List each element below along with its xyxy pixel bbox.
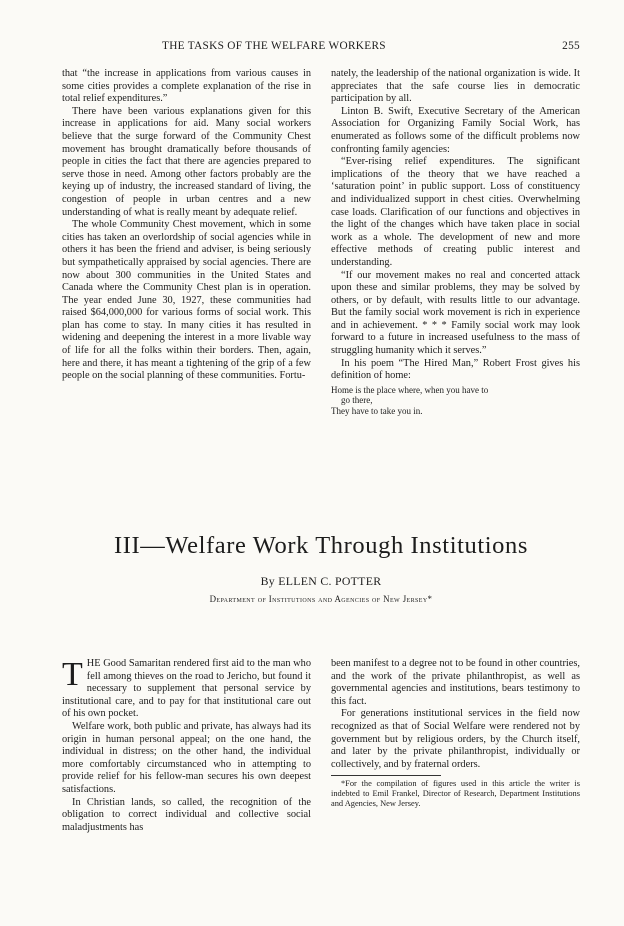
paragraph: For generations institutional services in the field now recognized as that of Social Welfare were rendered not by government but by religious orders, by the Church itself, and later by the private philanthropist, individually or collectively, and by fraternal orders. xyxy=(331,708,580,770)
poem-line: They have to take you in. xyxy=(331,406,423,417)
poem-line: Home is the place where, when you have to xyxy=(331,384,489,395)
page-number: 255 xyxy=(562,40,580,52)
paragraph: that “the increase in applications from various causes in some cities provides a complete explanation of the rise in total relief expenditures.” xyxy=(62,68,311,105)
opening-paragraph xyxy=(62,658,311,721)
article-title: III—Welfare Work Through Institutions xyxy=(113,532,529,559)
article-byline: By ELLEN C. POTTER xyxy=(260,574,382,588)
paragraph: “If our movement makes no real and concerted attack upon these and similar problems, they may be solved by others, or by default, with results little to our advantage. But the family social work movement is rich in experience and in achievement. * * * Family social work may look forward to a future in increased usefulness to the mass of struggling humanity which it serves.” xyxy=(331,269,580,357)
upper-left-column xyxy=(62,68,311,383)
paragraph: been manifest to a degree not to be found in other countries, and the work of the private philanthropist, as well as governmental agencies and institutions, bears testimony to this fact. xyxy=(331,658,580,707)
page-header xyxy=(62,40,580,58)
paragraph: “Ever-rising relief expenditures. The significant implications of the theory that we have reached a ‘saturation point’ in public support. Loss of constituency and individualized support in chest cities. Overwhelming case loads. Clarification of our functions and objectives in the light of the changes which have taken place in social work as a whole. The development of new and more effective methods of creating public interest and understanding. xyxy=(331,156,580,268)
running-title: THE TASKS OF THE WELFARE WORKERS xyxy=(162,40,386,52)
lower-right-column xyxy=(331,658,580,809)
upper-right-column xyxy=(331,68,580,417)
paragraph: In his poem “The Hired Man,” Robert Frost gives his definition of home: xyxy=(331,357,580,382)
paragraph: Welfare work, both public and private, has always had its origin in human personal appeal; on the one hand, the individual in distress; on the other hand, the individual more comfortably circumstanced who in attempting to provide relief for his fellow-man secures his own deepest satisfactions. xyxy=(62,720,311,795)
footnote: *For the compilation of figures used in this article the writer is indebted to Emil Frankel, Director of Research, Department Institutions and Agencies, New Jersey. xyxy=(331,779,580,808)
author-department: Department of Institutions and Agencies of New Jersey* xyxy=(209,594,433,604)
opening-text: HE Good Samaritan rendered first aid to the man who fell among thieves on the road to Jericho, but found it necessary to supplement that personal service by institutional care, and to pay for that institutional care out of his own pocket. xyxy=(62,658,311,720)
paragraph: The whole Community Chest movement, which in some cities has taken an overlordship of social agencies while in others it has been the friend and adviser, is being seriously but sympathetically appraised by social agencies. There are now about 300 communities in the United States and Canada where the Community Chest plan is in operation. The year ended June 30, 1927, these communities had raised $64,000,000 for various forms of social work. This plan has come to stay. In many cities it has resulted in widening and deepening the interest in a more livable way of life for all the folks within their borders. Then, again, here and there, it has meant a tightening of the grip of a few people on the social planning of these communities. Fortu- xyxy=(62,219,311,382)
poem-line: go there, xyxy=(341,395,373,406)
drop-cap: T xyxy=(62,656,83,693)
paragraph: In Christian lands, so called, the recognition of the obligation to correct individual and collective social maladjustments has xyxy=(62,796,311,833)
paragraph: nately, the leadership of the national organization is wide. It appreciates that the safe course lies in democratic participation by all. xyxy=(331,68,580,105)
paragraph: Linton B. Swift, Executive Secretary of the American Association for Organizing Family Social Work, has enumerated as follows some of the difficult problems now confronting family agencies: xyxy=(331,105,580,155)
footnote-divider xyxy=(331,775,441,776)
paragraph: There have been various explanations given for this increase in applications for aid. Many social workers believe that the surge forward of the Community Chest movement has brought dramatically before thousands of people in cities the fact that there are agencies prepared to serve those in need. Among other factors probably are the keying up of industry, the increased standard of living, the congestion of people in urban centres and a new understanding of what is really meant by adequate relief. xyxy=(62,105,311,218)
lower-left-column xyxy=(62,658,311,834)
poem-quote xyxy=(331,385,580,417)
